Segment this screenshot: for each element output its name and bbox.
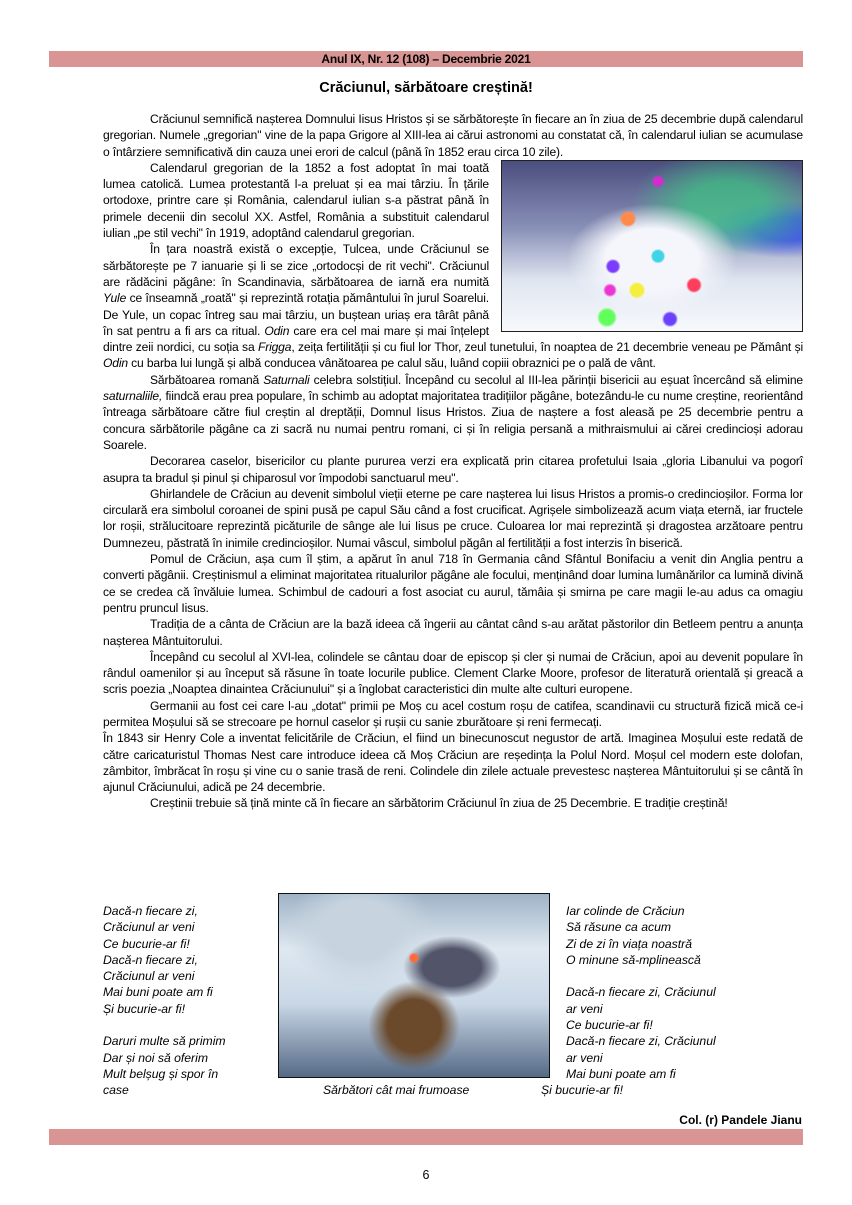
- poem-line: Crăciunul ar veni: [103, 920, 195, 935]
- poem-line: Dacă-n fiecare zi, Crăciunul: [566, 985, 716, 1000]
- text-span: , zeița fertilității și cu fiul lor Thor, zeul tunetului, în noaptea de 21 decembrie veneau pe Pământ și: [291, 340, 803, 355]
- paragraph-intro: Crăciunul semnifică nașterea Domnului Iisus Hristos și se sărbătorește în fiecare an în ziua de 25 decembrie după calendarul gregorian. Numele „gregorian" vine de la papa Grigore al XIII-lea ai cărui astronomi au constatat că, în calendarul iulian se acumulase o întârziere semnificativă din cauza unei erori de calcul (până în 1852 erau circa 10 zile).: [103, 112, 803, 159]
- text-span: fiindcă erau prea populare, în schimb au adoptat majoritatea tradițiilor păgâne, botezându-le cu nume creștine, reorientând întreaga sărbătoare către fiul creștin al dreptății, Domnul Iisus Hristos. Ziua de naștere a fost aleasă pe 25 decembrie pentru a concura sărbătorile păgâne ca zi sacră nu numai pentru romani, ci și în religia persană a mithraismului ai cărei credincioși adorau Soarele.: [103, 389, 803, 452]
- poem-line: Dar și noi să oferim: [103, 1050, 208, 1065]
- poem-left-column: [103, 903, 263, 1099]
- paragraph-cards: În 1843 sir Henry Cole a inventat felicitările de Crăciun, el fiind un binecunoscut negustor de artă. Imaginea Moșului este redată de către caricaturistul Thomas Nest care introduce ideea că Moș Crăciun are reședința la Polul Nord. Moșul cel modern este dolofan, zâmbitor, îmbrăcat în roșu și vine cu o sanie trasă de reni. Colindele din zilele actuale prevestesc nașterea Mântuitorului și se cântă în ajunul Crăciunului, adică pe 24 decembrie.: [103, 731, 803, 795]
- issue-header-bar: [49, 51, 803, 67]
- poem-line: Daruri multe să primim: [103, 1034, 226, 1049]
- poem-line: Iar colinde de Crăciun: [566, 904, 685, 918]
- poem-line: Mult belșug și spor în: [103, 1066, 219, 1081]
- page-number-text: 6: [422, 1168, 430, 1182]
- text-span: celebra solstițiul. Începând cu secolul al III-lea părinții bisericii au eșuat încercând să elimine: [309, 372, 803, 387]
- text-saturnaliile: saturnaliile,: [103, 389, 163, 404]
- footer-bar: [49, 1129, 803, 1145]
- poem-line: Și bucurie-ar fi!: [103, 1001, 185, 1016]
- author-signature: Col. (r) Pandele Jianu: [679, 1113, 802, 1127]
- poem-line: Mai buni poate am fi: [103, 985, 213, 1000]
- text-frigga: Frigga: [257, 340, 292, 355]
- page-number: [0, 1168, 852, 1182]
- text-span: Sărbătoarea romană: [150, 372, 264, 387]
- paragraph-gregorian: Calendarul gregorian de la 1852 a fost adoptat în mai toată lumea catolică. Lumea protestantă l-a preluat și ea mai târziu. În țările ortodoxe, printre care și România, calendarul iulian s-a păstrat până în primele decenii din secolul XX. Astfel, România a substituit calendarul iulian „pe stil vechi" în 1919, adoptând calendarul gregorian.: [103, 160, 489, 241]
- article-title: Crăciunul, sărbătoare creștină!: [319, 80, 533, 96]
- text-span: ce înseamnă „roată" și reprezintă rotația pământului în jurul Soarelui. De Yule, un copac întreg sau mai târziu, un buștean uriaș era târât până în sat pentru a fi ars ca ritual.: [103, 291, 489, 338]
- paragraph-saturnali: [103, 372, 803, 453]
- text-span: În țara noastră există o excepție, Tulcea, unde Crăciunul se sărbătorește pe 7 ianuarie și li se zice „ortodocși de rit vechi". Crăciunul are rădăcini păgâne: în Scandinavia, sărbătoarea de iarnă era numită: [103, 242, 489, 289]
- poem-line: ar veni: [566, 1050, 603, 1065]
- paragraph-decorations: Decorarea caselor, bisericilor cu plante pururea verzi era explicată prin citarea profetului Isaia „gloria Libanului va pogorî asupra ta bradul și pinul și chiparosul vor împodobi sanctuarul meu".: [103, 454, 803, 485]
- poem-line: ar veni: [566, 1001, 603, 1016]
- poem-line: Dacă-n fiecare zi,: [103, 952, 198, 967]
- poem-right-column: [566, 903, 766, 1082]
- text-saturnali: Saturnali: [263, 372, 310, 387]
- poem-line: Crăciunul ar veni: [103, 969, 195, 984]
- paragraph-tree: Pomul de Crăciun, așa cum îl știm, a apărut în anul 718 în Germania când Sfântul Bonifaciu a venit din Anglia pentru a converti păgânii. Creștinismul a eliminat majoritatea ritualurilor păgâne ale focului, menținând doar lumina lumânărilor ca lumină divină ce se credea că învăluie lumea. Schimbul de cadouri a fost asociat cu aurul, tămâia și smirna pe care magii le-au adus ca omagiu pentru pruncul Iisus.: [103, 552, 803, 615]
- christmas-tree-image: [501, 160, 803, 332]
- poem-line: Ce bucurie-ar fi!: [566, 1018, 653, 1033]
- poem-line: Ce bucurie-ar fi!: [103, 936, 190, 951]
- paragraph-carols: Începând cu secolul al XVI-lea, colindele se cântau doar de episcop și cler și numai de Crăciun, apoi au devenit populare în rândul oamenilor și au început să răsune în toate locurile publice. Clement Clarke Moore, profesor de literatură orientală și greacă a scris poezia „Noaptea dinaintea Crăciunului" și a înglobat caracteristici din multe alte culturi europene.: [103, 649, 803, 697]
- paragraph-closing: Creștinii trebuie să țină minte că în fiecare an sărbătorim Crăciunul în ziua de 25 Decembrie. E tradiție creștină!: [150, 796, 728, 811]
- poem-line: [103, 1017, 263, 1033]
- poem-line: Mai buni poate am fi: [566, 1066, 676, 1081]
- carolers-painting-image: [278, 893, 550, 1078]
- poem-section: [103, 903, 803, 1103]
- poem-line: O minune să-mplinească: [566, 952, 701, 967]
- paragraph-singing: Tradiția de a cânta de Crăciun are la bază ideea că îngerii au cântat când s-au arătat păstorilor din Betleem pentru a anunța nașterea Mântuitorului.: [103, 617, 803, 648]
- text-odin: Odin: [103, 356, 128, 371]
- poem-line: [566, 968, 766, 984]
- text-span: care era cel mai mare și mai înțelept dintre zeii nordici, cu soția sa: [103, 323, 489, 355]
- poem-line: case: [103, 1083, 129, 1098]
- text-span: cu barba lui lungă și albă conducea vânătoarea pe calul său, luând copiii obraznici pe o pală de vânt.: [127, 356, 656, 371]
- paragraph-garlands: Ghirlandele de Crăciun au devenit simbolul vieții eterne pe care nașterea lui Iisus Hristos a promis-o credincioșilor. Forma lor circulară era simbolul coroanei de spini pusă pe capul Său când a fost crucificat. Agrișele simbolizează acum viața eternă, iar fructele lor roșii, strălucitoare reprezintă picăturile de sânge ale lui Iisus pe cruce. Culoarea lor mai reprezintă și dragostea arzătoare pentru Dumnezeu, păstrată în inimile credincioșilor. Numai vâscul, simbolul păgân al fertilității a fost interzis în biserică.: [103, 486, 803, 550]
- text-yule: Yule: [103, 291, 127, 306]
- poem-line: Dacă-n fiecare zi,: [103, 904, 198, 918]
- paragraph-santa: Germanii au fost cei care l-au „dotat" primii pe Moș cu acel costum roșu de catifea, scandinavii cu structură fizică mică ce-i permitea Moșului să se strecoare pe hornul caselor și rușii cu sanie zburătoare și reni fermecați.: [103, 698, 803, 729]
- poem-line: Să răsune ca acum: [566, 920, 672, 935]
- text-odin: Odin: [264, 323, 290, 338]
- poem-line: Zi de zi în viața noastră: [566, 936, 692, 951]
- article-body: [103, 111, 803, 812]
- image-caption: Sărbători cât mai frumoase: [323, 1083, 470, 1097]
- issue-label: Anul IX, Nr. 12 (108) – Decembrie 2021: [321, 52, 531, 66]
- poem-line: Și bucurie-ar fi!: [541, 1083, 623, 1097]
- poem-line: Dacă-n fiecare zi, Crăciunul: [566, 1034, 716, 1049]
